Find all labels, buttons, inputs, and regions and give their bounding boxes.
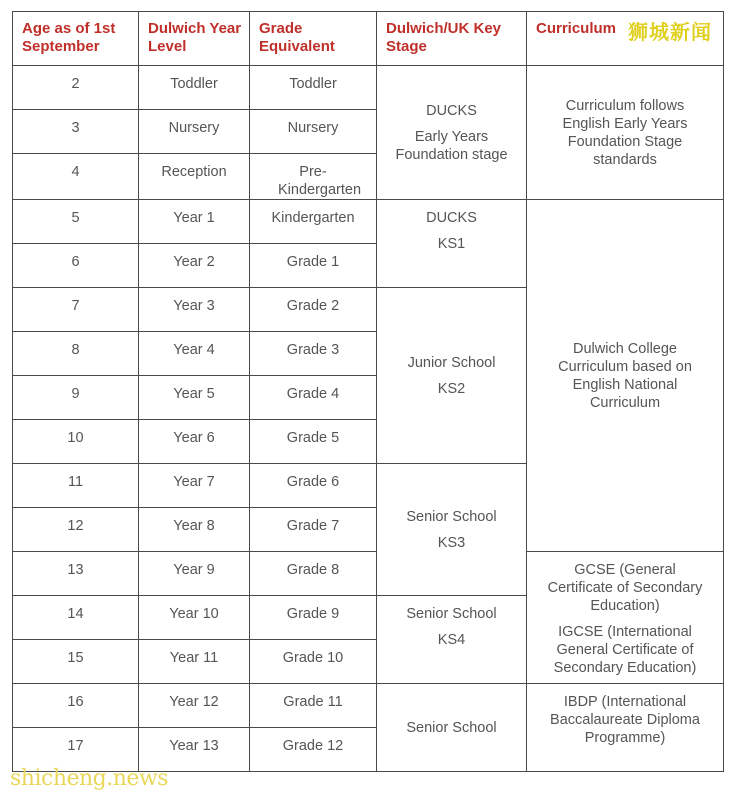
age-cell: 3 [13, 110, 139, 154]
curriculum-gcse-text: GCSE (General Certificate of Secondary Education) [547, 562, 703, 614]
curriculum-early-years: Curriculum follows English Early Years Foundation Stage standards [527, 66, 724, 200]
grade-cell: Grade 12 [250, 728, 377, 772]
header-row [13, 12, 724, 66]
age-cell: 5 [13, 200, 139, 244]
grade-cell: Kindergarten [250, 200, 377, 244]
age-cell: 4 [13, 154, 139, 200]
key-stage-detail: KS3 [437, 534, 466, 551]
year-level-cell: Year 2 [139, 244, 250, 288]
year-level-cell: Year 8 [139, 508, 250, 552]
school-year-table [12, 11, 724, 772]
table-row [13, 200, 724, 244]
age-cell: 14 [13, 596, 139, 640]
grade-cell: Grade 1 [250, 244, 377, 288]
table-row [13, 66, 724, 110]
age-cell: 6 [13, 244, 139, 288]
header-curriculum: Curriculum [527, 12, 724, 66]
curriculum-national: Dulwich College Curriculum based on English National Curriculum [527, 200, 724, 552]
grade-cell: Grade 9 [250, 596, 377, 640]
age-cell: 12 [13, 508, 139, 552]
year-level-cell: Year 4 [139, 332, 250, 376]
key-stage-detail: KS4 [437, 632, 466, 648]
age-cell: 2 [13, 66, 139, 110]
header-key-stage: Dulwich/UK Key Stage [377, 12, 527, 66]
grade-cell: Grade 8 [250, 552, 377, 596]
age-cell: 15 [13, 640, 139, 684]
year-level-cell: Nursery [139, 110, 250, 154]
age-cell: 13 [13, 552, 139, 596]
key-stage-name: Senior School [406, 719, 497, 736]
key-stage-detail: KS2 [437, 380, 466, 397]
age-cell: 17 [13, 728, 139, 772]
grade-cell: Grade 7 [250, 508, 377, 552]
key-stage-ks4 [377, 596, 527, 684]
key-stage-ks3 [377, 464, 527, 596]
year-level-cell: Year 3 [139, 288, 250, 332]
age-cell: 9 [13, 376, 139, 420]
grade-cell: Grade 6 [250, 464, 377, 508]
key-stage-name: Junior School [407, 354, 496, 371]
year-level-cell: Year 5 [139, 376, 250, 420]
key-stage-detail: KS1 [437, 236, 466, 252]
year-level-cell: Year 11 [139, 640, 250, 684]
grade-cell: Nursery [250, 110, 377, 154]
grade-cell: Toddler [250, 66, 377, 110]
key-stage-name: DUCKS [426, 102, 477, 119]
key-stage-sixth-form [377, 684, 527, 772]
key-stage-ks1 [377, 200, 527, 288]
grade-cell: Grade 4 [250, 376, 377, 420]
grade-cell: Grade 2 [250, 288, 377, 332]
age-cell: 11 [13, 464, 139, 508]
key-stage-detail: Early Years Foundation stage [395, 128, 508, 163]
key-stage-ks2 [377, 288, 527, 464]
table-row [13, 684, 724, 728]
header-grade-equivalent: Grade Equivalent [250, 12, 377, 66]
key-stage-name: Senior School [406, 606, 497, 622]
year-level-cell: Year 6 [139, 420, 250, 464]
year-level-cell: Year 1 [139, 200, 250, 244]
year-level-cell: Year 10 [139, 596, 250, 640]
header-age: Age as of 1st September [13, 12, 139, 66]
age-cell: 10 [13, 420, 139, 464]
watermark-bottom: shicheng.news [10, 766, 169, 791]
year-level-cell: Year 13 [139, 728, 250, 772]
age-cell: 8 [13, 332, 139, 376]
table-row [13, 552, 724, 596]
grade-cell: Grade 11 [250, 684, 377, 728]
year-level-cell: Year 7 [139, 464, 250, 508]
age-cell: 7 [13, 288, 139, 332]
curriculum-gcse [527, 552, 724, 684]
year-level-cell: Toddler [139, 66, 250, 110]
watermark-top: 狮城新闻 [628, 20, 712, 44]
header-year-level: Dulwich Year Level [139, 12, 250, 66]
grade-cell: Grade 5 [250, 420, 377, 464]
year-level-cell: Year 9 [139, 552, 250, 596]
curriculum-ibdp: IBDP (International Baccalaureate Diploma Programme) [527, 684, 724, 772]
year-level-cell: Reception [139, 154, 250, 200]
key-stage-name: DUCKS [426, 210, 477, 226]
age-cell: 16 [13, 684, 139, 728]
grade-cell: Grade 3 [250, 332, 377, 376]
year-level-cell: Year 12 [139, 684, 250, 728]
curriculum-igcse-text: IGCSE (International General Certificate of Secondary Education) [553, 624, 697, 676]
grade-cell: Pre-Kindergarten [250, 154, 377, 200]
key-stage-name: Senior School [406, 508, 497, 525]
key-stage-early-years [377, 66, 527, 200]
grade-cell: Grade 10 [250, 640, 377, 684]
